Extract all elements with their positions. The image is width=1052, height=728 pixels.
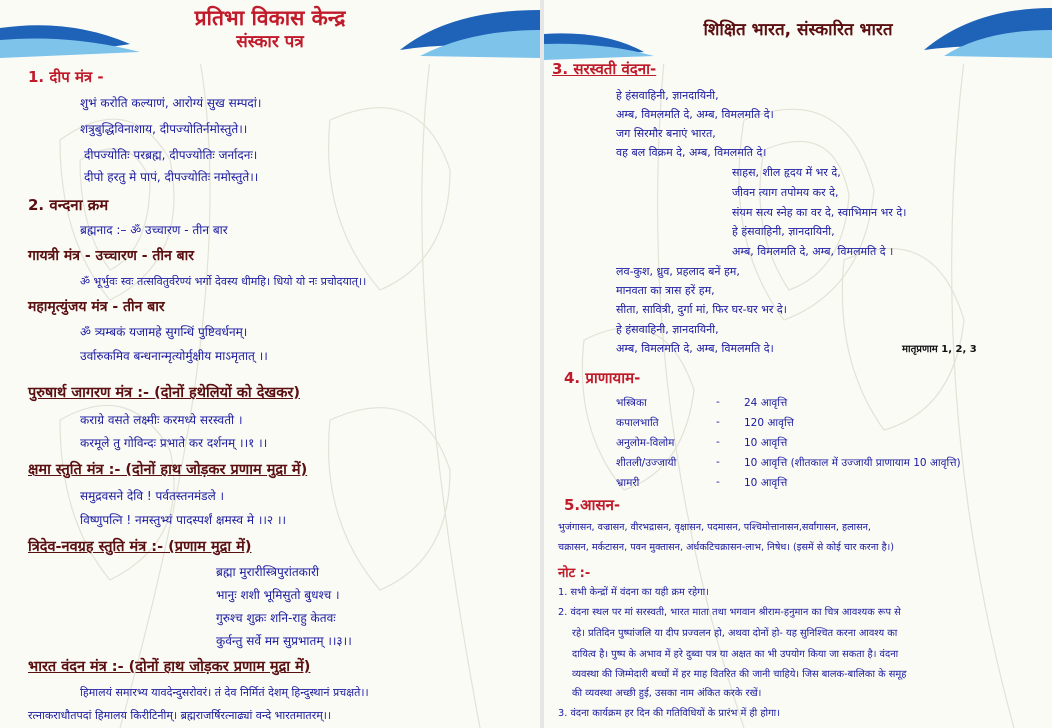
page-title: शिक्षित भारत, संस्कारित भारत [703,20,893,40]
vandana-line: हे हंसवाहिनी, ज्ञानदायिनी, [616,323,719,336]
pranayam-dash: - [716,416,720,428]
section-heading: 2. वन्दना क्रम [28,196,109,214]
section-heading: भारत वंदन मंत्र :- (दोनों हाथ जोड़कर प्रणाम मुद्रा में) [28,659,311,675]
mantra-line: शुभं करोति कल्याणं, आरोग्यं सुख सम्पदां। [80,96,262,110]
note-line: 2. वंदना स्थल पर मां सरस्वती, भारत माता तथा भगवान श्रीराम-हनुमान का चित्र आवश्यक रूप से [558,607,901,618]
matru-pranam-note: मातृप्रणाम 1, 2, 3 [902,344,977,355]
pranayam-name: अनुलोम-विलोम [616,437,675,449]
vandana-line: अम्ब, विमलमति दे, अम्ब, विमलमति दे । [732,245,894,258]
mantra-line: ब्रह्मनाद :– ॐ उच्चारण - तीन बार [80,223,228,237]
vandana-line: सीता, सावित्री, दुर्गा मां, फिर घर-घर भर दे। [616,303,787,316]
mantra-line: ब्रह्मा मुरारीस्त्रिपुरांतकारी [216,565,320,579]
mantra-line: ॐ भूर्भुवः स्वः तत्सवितुर्वरेण्यं भर्गो देवस्य धीमहि। धियो यो नः प्रचोदयात्।। [80,275,367,288]
vandana-line: वह बल विक्रम दे, अम्ब, विमलमति दे। [616,146,767,159]
pranayam-dash: - [716,436,720,448]
note-line: दायित्व है। पुष्प के अभाव में हरे दुब्वा पत्र या अक्षत का भी उपयोग किया जा सकता है। वंदना [572,649,899,660]
mantra-line: दीपो हरतु मे पापं, दीपज्योतिः नमोस्तुते।। [84,170,259,184]
section-heading: महामृत्युंजय मंत्र - तीन बार [28,299,165,315]
pranayam-count: 120 आवृत्ति [744,417,794,429]
section-heading: पुरुषार्थ जागरण मंत्र :- (दोनों हथेलियों को देखकर) [28,385,300,401]
mantra-line: दीपज्योतिः परब्रह्म, दीपज्योतिः जर्नादनः। [84,148,258,162]
note-line: व्यवस्था की जिम्मेदारी बच्चों में हर माह वितरित की जानी चाहिये। जिस बालक-बालिका के समूह [572,669,907,680]
note-line: की व्यवस्था अच्छी हुई, उसका नाम अंकित करके रखें। [572,688,762,699]
section-heading: नोट :- [558,566,591,581]
pranayam-name: कपालभाति [616,417,659,429]
asan-line: चक्रासन, मर्कटासन, पवन मुक्तासन, अर्धकटिचक्रासन-लाभ, निषेध। (इसमें से कोई चार करना है।) [558,542,895,553]
pranayam-name: शीतली/उज्जायी [616,457,677,469]
page-subtitle: संस्कार पत्र [236,32,304,52]
vandana-line: अम्ब, विमलमति दे, अम्ब, विमलमति दे। [616,342,774,355]
pranayam-name: भस्त्रिका [616,397,647,409]
section-heading: त्रिदेव-नवग्रह स्तुति मंत्र :- (प्रणाम मुद्रा में) [28,539,252,555]
section-heading: 1. दीप मंत्र - [28,68,104,86]
note-line: 3. वंदना कार्यक्रम हर दिन की गतिविधियों के प्रारंभ में ही होगा। [558,708,780,719]
pranayam-dash: - [716,456,720,468]
section-heading: क्षमा स्तुति मंत्र :- (दोनों हाथ जोड़कर प्रणाम मुद्रा में) [28,462,308,478]
vandana-line: जग सिरमौर बनाएं भारत, [616,127,716,140]
vandana-line: जीवन त्याग तपोमय कर दे, [732,186,839,199]
pranayam-dash: - [716,476,720,488]
pranayam-name: भ्रामरी [616,477,640,489]
pranayam-dash: - [716,396,720,408]
pranayam-count: 10 आवृत्ति (शीतकाल में उज्जायी प्राणायाम 10 आवृत्ति) [744,457,961,469]
pranayam-table [616,396,1046,496]
note-line: रहे। प्रतिदिन पुष्पांजलि या दीप प्रज्वलन हो, अथवा दोनों हो- यह सुनिश्चित करना आवश्य का [572,628,898,639]
section-heading: 4. प्राणायाम- [564,369,641,387]
mantra-line: भानुः शशी भूमिसुतो बुधश्च । [216,588,340,602]
mantra-line: शत्रुबुद्धिविनाशाय, दीपज्योतिर्नमोस्तुते।। [80,122,248,136]
mantra-line: कुर्वन्तु सर्वे मम सुप्रभातम् ।।३।। [216,634,352,648]
pranayam-count: 10 आवृत्ति [744,477,788,489]
mantra-line: समुद्रवसने देवि ! पर्वतस्तनमंडले । [80,489,225,503]
vandana-line: लव-कुश, ध्रुव, प्रहलाद बनें हम, [616,265,740,278]
mantra-line: उर्वारुकमिव बन्धनान्मृत्योर्मुक्षीय माऽमृतात् ।। [80,349,268,363]
section-heading: 5.आसन- [564,496,621,514]
mantra-line: ॐ त्र्यम्बकं यजामहे सुगन्धिं पुष्टिवर्धनम्। [80,325,248,339]
vandana-line: संयम सत्य स्नेह का वर दे, स्वाभिमान भर दे। [732,206,907,219]
note-line: 1. सभी केन्द्रों में वंदना का यही क्रम रहेगा। [558,587,709,598]
mantra-line: हिमालयं समारभ्य यावदेन्दुसरोवरं। तं देव निर्मितं देशम् हिन्दुस्थानं प्रचक्षते।। [80,686,369,699]
page-title: प्रतिभा विकास केन्द्र [194,6,346,30]
pranayam-count: 10 आवृत्ति [744,437,788,449]
vandana-line: मानवता का त्रास हरें हम, [616,284,715,297]
mantra-line: करमूले तु गोविन्दः प्रभाते कर दर्शनम् ।।१ ।। [80,436,268,450]
mantra-line: विष्णुपत्नि ! नमस्तुभ्यं पादस्पर्शं क्षमस्व मे ।।२ ।। [80,513,287,527]
vandana-line: हे हंसवाहिनी, ज्ञानदायिनी, [616,89,719,102]
vandana-line: हे हंसवाहिनी, ज्ञानदायिनी, [732,225,835,238]
mantra-line: रत्नाकराधौतपदां हिमालय किरीटिनीम्। ब्रह्मराजर्षिरत्नाढ्यां वन्दे भारतमातरम्।। [28,709,332,722]
section-heading: 3. सरस्वती वंदना- [552,60,657,78]
mantra-line: गुरुश्च शुक्रः शनि-राहु केतवः [216,611,336,625]
right-page [544,0,1052,728]
vandana-line: अम्ब, विमलमति दे, अम्ब, विमलमति दे। [616,108,774,121]
section-heading: गायत्री मंत्र - उच्चारण - तीन बार [28,248,194,264]
pranayam-count: 24 आवृत्ति [744,397,788,409]
asan-line: भुजंगासन, वज्रासन, वीरभद्रासन, वृक्षासन, पदमासन, पश्चिमोत्तानासन,सर्वांगासन, हलासन, [558,522,871,533]
vandana-line: साहस, शील हृदय में भर दे, [732,166,841,179]
mantra-line: कराग्रे वसते लक्ष्मीः करमध्ये सरस्वती । [80,413,243,427]
